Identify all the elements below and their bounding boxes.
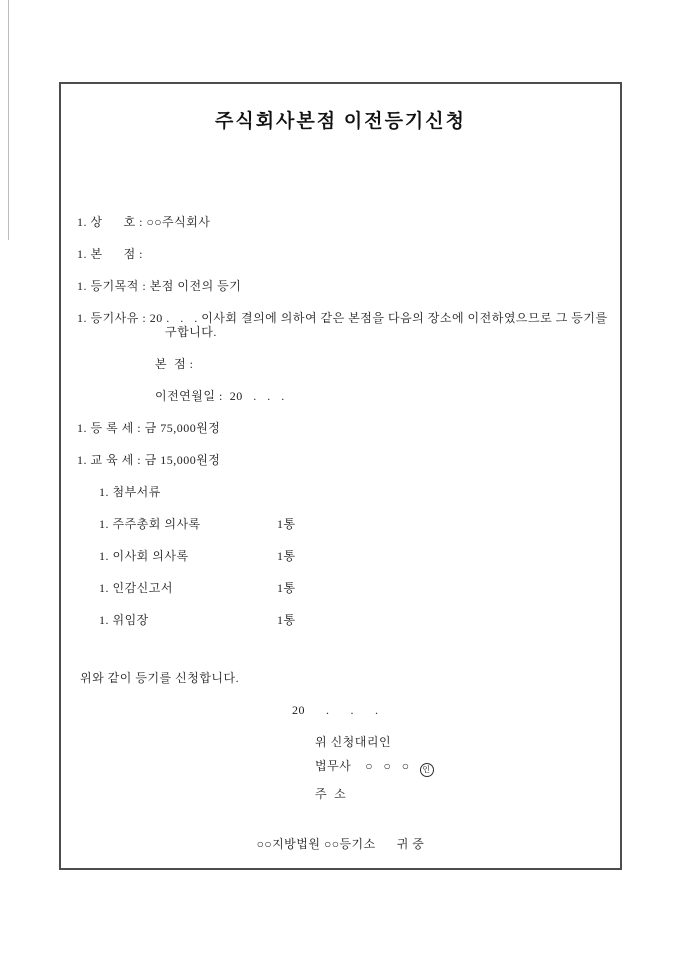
field-education-tax: 1. 교 육 세 : 금 15,000원정 [77,453,221,467]
scan-edge-artifact [8,0,9,240]
attachment-count: 1통 [277,581,296,595]
attachment-row [61,549,620,563]
attachment-count: 1통 [277,517,296,531]
attachment-count: 1통 [277,613,296,627]
agent-name-line [61,759,620,777]
field-relocation-date: 이전연월일 : 20 . . . [155,389,285,403]
agent-title: 위 신청대리인 [315,735,392,749]
seal-mark: 인 [420,763,434,777]
attachment-name: 1. 이사회 의사록 [99,549,189,563]
signature-block [61,735,620,801]
document-title: 주식회사본점 이전등기신청 [215,111,466,132]
court-line: ○○지방법원 ○○등기소 귀 중 [256,837,425,851]
document-sheet [59,82,622,870]
agent-name: 법무사 ○ ○ ○ [315,759,410,773]
field-trade-name: 1. 상 호 : ○○주식회사 [77,215,211,229]
attachment-name: 1. 주주총회 의사록 [99,517,201,531]
document-body [61,215,620,851]
field-head-office: 1. 본 점 : [77,247,144,261]
field-new-head-office: 본 점 : [155,357,194,371]
attachments-heading: 1. 첨부서류 [99,485,161,499]
attachment-row [61,517,620,531]
field-registration-tax: 1. 등 록 세 : 금 75,000원정 [77,421,221,435]
attachment-name: 1. 인감신고서 [99,581,173,595]
field-registration-purpose: 1. 등기목적 : 본점 이전의 등기 [77,279,242,293]
attachment-name: 1. 위임장 [99,613,149,627]
address-label: 주 소 [315,787,347,801]
attachment-row [61,613,620,627]
field-registration-reason: 1. 등기사유 : 20 . . . 이사회 결의에 의하여 같은 본점을 다음의 장소에 이전하였으므로 그 등기를 구합니다. [77,311,612,339]
attachment-row [61,581,620,595]
closing-statement: 위와 같이 등기를 신청합니다. [80,671,240,685]
attachment-count: 1통 [277,549,296,563]
date-line: 20 . . . [292,703,379,717]
